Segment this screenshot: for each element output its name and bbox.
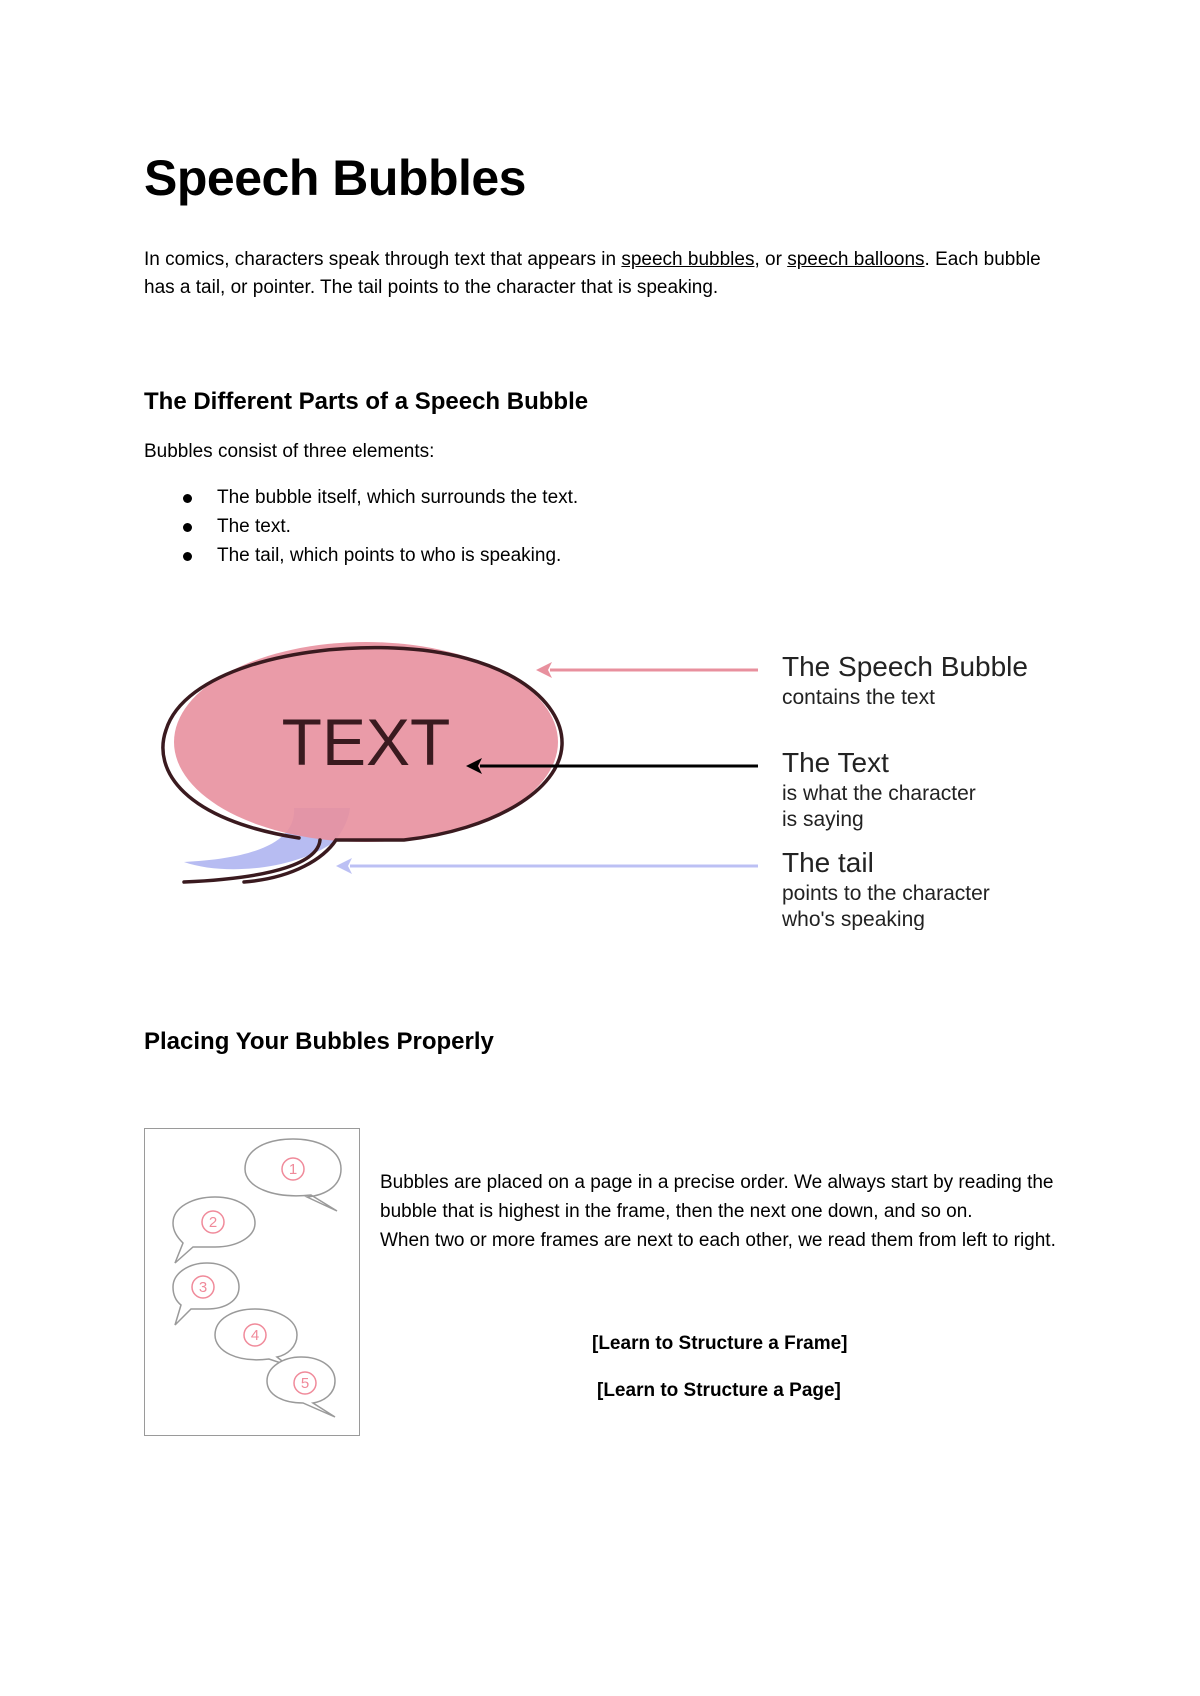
bubble-order-frame xyxy=(144,1128,360,1436)
label-tail-title: The tail xyxy=(782,847,874,878)
bubble-arrow-head xyxy=(536,662,552,678)
bubble-text: TEXT xyxy=(281,705,451,779)
label-text-title: The Text xyxy=(782,747,889,778)
section-heading-placing: Placing Your Bubbles Properly xyxy=(144,1028,494,1055)
label-bubble-title: The Speech Bubble xyxy=(782,651,1028,682)
label-tail-desc-2: who's speaking xyxy=(782,908,925,930)
order-number-5: 5 xyxy=(300,1375,310,1392)
elements-lead: Bubbles consist of three elements: xyxy=(144,441,435,462)
order-number-3: 3 xyxy=(198,1279,208,1296)
placing-paragraph-1: Bubbles are placed on a page in a precise order. We always start by reading the bubble that is highest in the frame, then the next one down, and so on. xyxy=(380,1172,1054,1222)
list-item: The bubble itself, which surrounds the text. xyxy=(144,483,578,512)
order-number-2: 2 xyxy=(208,1214,218,1231)
intro-text-3: . Each bubble has a tail, or pointer. The tail points to the character that is speaking. xyxy=(144,249,1041,298)
speech-bubbles-link[interactable]: speech bubbles xyxy=(621,249,755,270)
label-bubble-desc: contains the text xyxy=(782,686,935,709)
page-title: Speech Bubbles xyxy=(144,150,526,206)
structure-page-link[interactable]: [Learn to Structure a Page] xyxy=(597,1380,841,1401)
speech-balloons-link[interactable]: speech balloons xyxy=(787,249,925,270)
label-text-desc-2: is saying xyxy=(782,808,864,831)
bubble-order-illustration xyxy=(145,1129,361,1437)
order-number-1: 1 xyxy=(288,1161,298,1178)
intro-text-1: In comics, characters speak through text that appears in xyxy=(144,249,622,270)
list-item: The text. xyxy=(144,512,578,541)
intro-paragraph xyxy=(144,246,1064,302)
tail-arrow-head xyxy=(336,858,352,874)
section-heading-parts: The Different Parts of a Speech Bubble xyxy=(144,388,589,415)
list-item: The tail, which points to who is speaking. xyxy=(144,541,578,570)
speech-bubble-diagram xyxy=(144,630,1074,930)
structure-frame-link[interactable]: [Learn to Structure a Frame] xyxy=(592,1333,848,1354)
intro-text-2: , or xyxy=(754,249,788,270)
placing-text xyxy=(380,1168,1060,1255)
label-tail-desc-1: points to the character xyxy=(782,882,990,905)
label-text-desc-1: is what the character xyxy=(782,782,976,805)
order-number-4: 4 xyxy=(250,1327,260,1344)
elements-list xyxy=(144,483,578,570)
placing-paragraph-2: When two or more frames are next to each other, we read them from left to right. xyxy=(380,1230,1056,1251)
